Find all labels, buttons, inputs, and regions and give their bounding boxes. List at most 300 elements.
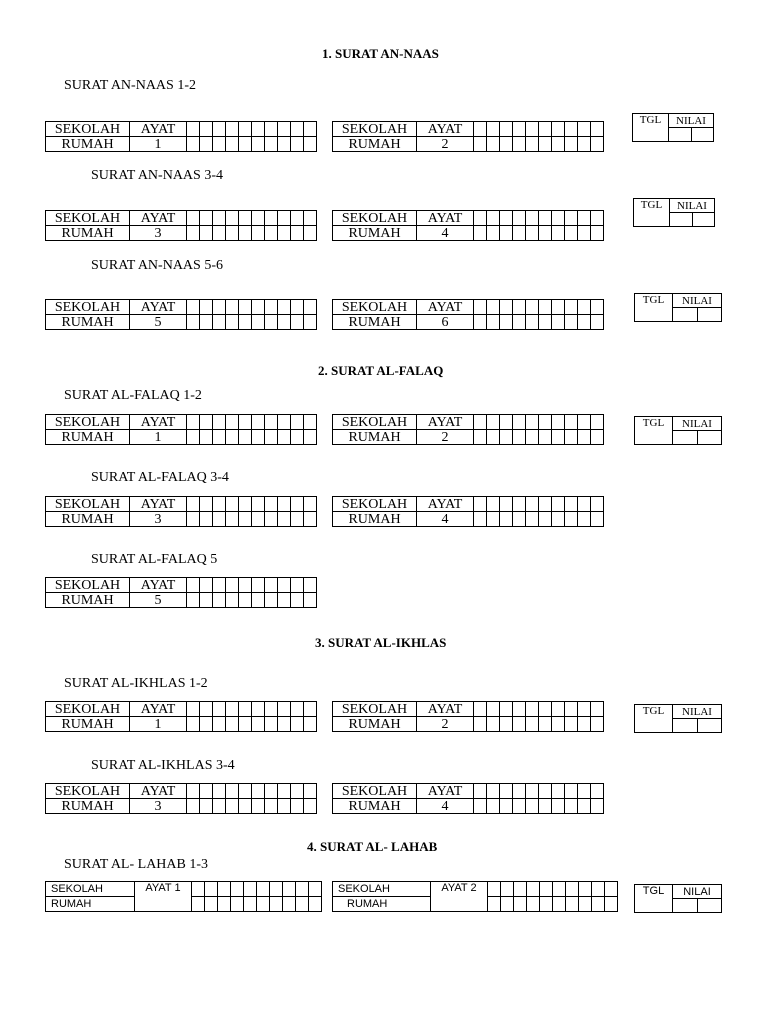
ayat-label: AYAT — [417, 122, 474, 137]
rumah-label: RUMAH — [333, 430, 417, 445]
checkbox-cell — [265, 211, 278, 226]
checkbox-cell — [513, 497, 526, 512]
tgl-label: TGL — [635, 294, 673, 322]
checkbox-cell — [187, 702, 200, 717]
nilai-label: NILAI — [673, 705, 722, 719]
sekolah-label: SEKOLAH — [46, 784, 130, 799]
checkbox-cell — [239, 702, 252, 717]
sekolah-label: SEKOLAH — [333, 497, 417, 512]
checkbox-cell — [252, 497, 265, 512]
checkbox-cell — [239, 593, 252, 608]
checkbox-cell — [500, 799, 513, 814]
checkbox-cell — [552, 717, 565, 732]
checkbox-cell — [513, 799, 526, 814]
ayat-number: 3 — [130, 226, 187, 241]
checkbox-cell — [514, 882, 527, 897]
checkbox-cell — [278, 315, 291, 330]
checkbox-cell — [213, 211, 226, 226]
checkbox-cell — [527, 882, 540, 897]
checkbox-cell — [304, 799, 317, 814]
checkbox-cell — [513, 717, 526, 732]
checkbox-cell — [526, 300, 539, 315]
checkbox-cell — [513, 415, 526, 430]
checkbox-cell — [265, 512, 278, 527]
checkbox-cell — [265, 415, 278, 430]
section-title-an-naas: 1. SURAT AN-NAAS — [322, 46, 439, 61]
checkbox-cell — [565, 784, 578, 799]
rumah-label: RUMAH — [46, 137, 130, 152]
group-label: SURAT AL-FALAQ 5 — [91, 552, 218, 567]
ayat-label: AYAT — [130, 122, 187, 137]
checkbox-cell — [226, 512, 239, 527]
checkbox-cell — [244, 882, 257, 897]
checkbox-cell — [513, 702, 526, 717]
checkbox-cell — [213, 137, 226, 152]
checkbox-cell — [552, 137, 565, 152]
checkbox-cell — [187, 799, 200, 814]
checkbox-cell — [539, 430, 552, 445]
hafalan-log-table — [332, 299, 604, 330]
checkbox-cell — [200, 226, 213, 241]
checkbox-cell — [239, 122, 252, 137]
checkbox-cell — [578, 315, 591, 330]
checkbox-cell — [487, 497, 500, 512]
checkbox-cell — [200, 430, 213, 445]
checkbox-cell — [213, 300, 226, 315]
checkbox-cell — [592, 882, 605, 897]
checkbox-cell — [187, 315, 200, 330]
hafalan-log-table — [332, 701, 604, 732]
checkbox-cell — [474, 300, 487, 315]
sekolah-label: SEKOLAH — [333, 784, 417, 799]
checkbox-cell — [239, 497, 252, 512]
checkbox-cell — [304, 784, 317, 799]
checkbox-cell — [474, 784, 487, 799]
checkbox-cell — [226, 717, 239, 732]
checkbox-cell — [244, 897, 257, 912]
rumah-label: RUMAH — [333, 137, 417, 152]
checkbox-cell — [265, 315, 278, 330]
ayat-label: AYAT — [417, 784, 474, 799]
checkbox-cell — [291, 702, 304, 717]
checkbox-cell — [591, 497, 604, 512]
checkbox-cell — [304, 717, 317, 732]
checkbox-cell — [265, 137, 278, 152]
checkbox-cell — [304, 226, 317, 241]
checkbox-cell — [304, 315, 317, 330]
sekolah-label: SEKOLAH — [46, 122, 130, 137]
hafalan-log-table — [45, 210, 317, 241]
checkbox-cell — [513, 211, 526, 226]
checkbox-cell — [239, 315, 252, 330]
ayat-number: 5 — [130, 315, 187, 330]
checkbox-cell — [566, 897, 579, 912]
checkbox-cell — [565, 799, 578, 814]
hafalan-log-table — [332, 414, 604, 445]
checkbox-cell — [291, 497, 304, 512]
checkbox-cell — [488, 882, 501, 897]
checkbox-cell — [200, 122, 213, 137]
tgl-nilai-box — [634, 293, 722, 322]
group-label: SURAT AN-NAAS 3-4 — [91, 168, 223, 183]
section-title-al-lahab: 4. SURAT AL- LAHAB — [307, 839, 438, 854]
checkbox-cell — [252, 315, 265, 330]
checkbox-cell — [487, 415, 500, 430]
checkbox-cell — [500, 122, 513, 137]
checkbox-cell — [265, 784, 278, 799]
ayat-number: 4 — [417, 226, 474, 241]
tgl-nilai-box — [633, 198, 715, 227]
checkbox-cell — [213, 578, 226, 593]
checkbox-cell — [213, 784, 226, 799]
checkbox-cell — [226, 497, 239, 512]
checkbox-cell — [513, 512, 526, 527]
checkbox-cell — [500, 137, 513, 152]
checkbox-cell — [187, 593, 200, 608]
checkbox-cell — [500, 497, 513, 512]
checkbox-cell — [278, 593, 291, 608]
checkbox-cell — [474, 497, 487, 512]
checkbox-cell — [513, 315, 526, 330]
checkbox-cell — [213, 430, 226, 445]
checkbox-cell — [487, 300, 500, 315]
checkbox-cell — [309, 882, 322, 897]
checkbox-cell — [578, 211, 591, 226]
tgl-label: TGL — [635, 705, 673, 733]
checkbox-cell — [252, 122, 265, 137]
checkbox-cell — [552, 702, 565, 717]
checkbox-cell — [187, 784, 200, 799]
checkbox-cell — [291, 784, 304, 799]
checkbox-cell — [526, 211, 539, 226]
checkbox-cell — [252, 717, 265, 732]
checkbox-cell — [252, 226, 265, 241]
checkbox-cell — [552, 315, 565, 330]
rumah-label: RUMAH — [46, 512, 130, 527]
checkbox-cell — [565, 717, 578, 732]
checkbox-cell — [526, 315, 539, 330]
hafalan-log-table — [45, 783, 317, 814]
checkbox-cell — [304, 122, 317, 137]
checkbox-cell — [500, 211, 513, 226]
rumah-label: RUMAH — [46, 717, 130, 732]
checkbox-cell — [487, 784, 500, 799]
checkbox-cell — [291, 137, 304, 152]
sekolah-label: SEKOLAH — [46, 882, 135, 897]
checkbox-cell — [200, 593, 213, 608]
ayat-label: AYAT — [130, 497, 187, 512]
checkbox-cell — [592, 897, 605, 912]
checkbox-cell — [526, 799, 539, 814]
checkbox-cell — [526, 430, 539, 445]
checkbox-cell — [552, 799, 565, 814]
checkbox-cell — [200, 315, 213, 330]
checkbox-cell — [226, 226, 239, 241]
checkbox-cell — [526, 784, 539, 799]
nilai-label: NILAI — [669, 114, 714, 128]
sekolah-label: SEKOLAH — [46, 415, 130, 430]
tgl-nilai-box — [634, 416, 722, 445]
checkbox-cell — [213, 415, 226, 430]
checkbox-cell — [231, 897, 244, 912]
checkbox-cell — [291, 122, 304, 137]
checkbox-cell — [500, 226, 513, 241]
checkbox-cell — [304, 137, 317, 152]
checkbox-cell — [500, 717, 513, 732]
checkbox-cell — [591, 211, 604, 226]
group-label: SURAT AL-IKHLAS 1-2 — [64, 676, 208, 691]
checkbox-cell — [226, 122, 239, 137]
checkbox-cell — [578, 430, 591, 445]
checkbox-cell — [565, 122, 578, 137]
checkbox-cell — [278, 784, 291, 799]
checkbox-cell — [526, 512, 539, 527]
checkbox-cell — [578, 497, 591, 512]
checkbox-cell — [487, 717, 500, 732]
checkbox-cell — [252, 211, 265, 226]
checkbox-cell — [552, 211, 565, 226]
checkbox-cell — [487, 315, 500, 330]
checkbox-cell — [565, 226, 578, 241]
checkbox-cell — [252, 300, 265, 315]
checkbox-cell — [539, 226, 552, 241]
checkbox-cell — [552, 497, 565, 512]
checkbox-cell — [226, 578, 239, 593]
checkbox-cell — [239, 300, 252, 315]
ayat-label: AYAT — [130, 784, 187, 799]
checkbox-cell — [591, 226, 604, 241]
checkbox-cell — [200, 137, 213, 152]
checkbox-cell — [291, 593, 304, 608]
checkbox-cell — [474, 799, 487, 814]
checkbox-cell — [579, 882, 592, 897]
checkbox-cell — [539, 415, 552, 430]
nilai-label: NILAI — [673, 417, 722, 431]
checkbox-cell — [200, 702, 213, 717]
sekolah-label: SEKOLAH — [333, 702, 417, 717]
checkbox-cell — [265, 578, 278, 593]
checkbox-cell — [591, 122, 604, 137]
rumah-label: RUMAH — [46, 226, 130, 241]
checkbox-cell — [265, 226, 278, 241]
nilai-label: NILAI — [670, 199, 715, 213]
checkbox-cell — [474, 211, 487, 226]
checkbox-cell — [187, 122, 200, 137]
checkbox-cell — [552, 512, 565, 527]
checkbox-cell — [552, 415, 565, 430]
checkbox-cell — [591, 315, 604, 330]
ayat-number: 4 — [417, 512, 474, 527]
ayat-label: AYAT — [417, 415, 474, 430]
checkbox-cell — [213, 512, 226, 527]
checkbox-cell — [187, 211, 200, 226]
hafalan-log-table — [45, 496, 317, 527]
checkbox-cell — [252, 784, 265, 799]
checkbox-cell — [192, 897, 205, 912]
tgl-nilai-box — [632, 113, 714, 142]
ayat-number: 1 — [130, 137, 187, 152]
checkbox-cell — [591, 717, 604, 732]
checkbox-cell — [552, 430, 565, 445]
checkbox-cell — [474, 717, 487, 732]
hafalan-log-table — [45, 414, 317, 445]
checkbox-cell — [309, 897, 322, 912]
checkbox-cell — [539, 300, 552, 315]
rumah-label: RUMAH — [333, 897, 431, 912]
checkbox-cell — [591, 415, 604, 430]
hafalan-log-table — [45, 577, 317, 608]
checkbox-cell — [304, 512, 317, 527]
sekolah-label: SEKOLAH — [333, 882, 431, 897]
checkbox-cell — [579, 897, 592, 912]
checkbox-cell — [526, 415, 539, 430]
checkbox-cell — [304, 300, 317, 315]
ayat-label: AYAT — [130, 415, 187, 430]
checkbox-cell — [252, 137, 265, 152]
checkbox-cell — [500, 702, 513, 717]
checkbox-cell — [526, 137, 539, 152]
checkbox-cell — [526, 226, 539, 241]
checkbox-cell — [488, 897, 501, 912]
checkbox-cell — [291, 211, 304, 226]
checkbox-cell — [565, 211, 578, 226]
checkbox-cell — [213, 593, 226, 608]
checkbox-cell — [187, 137, 200, 152]
checkbox-cell — [252, 430, 265, 445]
checkbox-cell — [565, 315, 578, 330]
checkbox-cell — [226, 315, 239, 330]
checkbox-cell — [552, 784, 565, 799]
checkbox-cell — [566, 882, 579, 897]
ayat-number: 2 — [417, 717, 474, 732]
checkbox-cell — [605, 882, 618, 897]
checkbox-cell — [474, 122, 487, 137]
checkbox-cell — [296, 897, 309, 912]
checkbox-cell — [200, 211, 213, 226]
checkbox-cell — [500, 784, 513, 799]
sekolah-label: SEKOLAH — [333, 300, 417, 315]
checkbox-cell — [226, 211, 239, 226]
checkbox-cell — [226, 702, 239, 717]
checkbox-cell — [487, 122, 500, 137]
checkbox-cell — [474, 512, 487, 527]
checkbox-cell — [239, 211, 252, 226]
tgl-nilai-box — [634, 884, 722, 913]
checkbox-cell — [252, 799, 265, 814]
checkbox-cell — [213, 226, 226, 241]
checkbox-cell — [539, 497, 552, 512]
checkbox-cell — [487, 211, 500, 226]
checkbox-cell — [291, 315, 304, 330]
checkbox-cell — [200, 300, 213, 315]
checkbox-cell — [226, 430, 239, 445]
ayat-label: AYAT — [417, 211, 474, 226]
rumah-label: RUMAH — [333, 226, 417, 241]
checkbox-cell — [565, 497, 578, 512]
hafalan-log-table — [332, 881, 618, 912]
checkbox-cell — [200, 784, 213, 799]
checkbox-cell — [265, 430, 278, 445]
checkbox-cell — [265, 122, 278, 137]
checkbox-cell — [278, 300, 291, 315]
checkbox-cell — [513, 430, 526, 445]
nilai-label: NILAI — [673, 885, 722, 899]
checkbox-cell — [578, 137, 591, 152]
checkbox-cell — [187, 300, 200, 315]
ayat-number: 3 — [130, 512, 187, 527]
checkbox-cell — [270, 897, 283, 912]
ayat-number: 5 — [130, 593, 187, 608]
checkbox-cell — [526, 122, 539, 137]
checkbox-cell — [200, 415, 213, 430]
checkbox-cell — [278, 122, 291, 137]
rumah-label: RUMAH — [46, 430, 130, 445]
checkbox-cell — [474, 702, 487, 717]
group-label: SURAT AN-NAAS 1-2 — [64, 78, 196, 93]
checkbox-cell — [278, 717, 291, 732]
checkbox-cell — [291, 717, 304, 732]
rumah-label: RUMAH — [46, 315, 130, 330]
tgl-nilai-box — [634, 704, 722, 733]
checkbox-cell — [239, 717, 252, 732]
checkbox-cell — [187, 497, 200, 512]
checkbox-cell — [578, 415, 591, 430]
checkbox-cell — [487, 702, 500, 717]
checkbox-cell — [552, 300, 565, 315]
checkbox-cell — [513, 784, 526, 799]
checkbox-cell — [226, 784, 239, 799]
checkbox-cell — [565, 300, 578, 315]
checkbox-cell — [187, 226, 200, 241]
checkbox-cell — [291, 300, 304, 315]
ayat-label: AYAT — [417, 300, 474, 315]
hafalan-log-table — [45, 299, 317, 330]
checkbox-cell — [213, 315, 226, 330]
nilai-label: NILAI — [673, 294, 722, 308]
checkbox-cell — [278, 430, 291, 445]
checkbox-cell — [239, 512, 252, 527]
checkbox-cell — [591, 300, 604, 315]
ayat-number: 2 — [417, 430, 474, 445]
checkbox-cell — [213, 717, 226, 732]
group-label: SURAT AL- LAHAB 1-3 — [64, 857, 209, 872]
checkbox-cell — [200, 512, 213, 527]
checkbox-cell — [278, 497, 291, 512]
checkbox-cell — [304, 415, 317, 430]
checkbox-cell — [226, 593, 239, 608]
ayat-number: 4 — [417, 799, 474, 814]
checkbox-cell — [539, 512, 552, 527]
checkbox-cell — [304, 430, 317, 445]
checkbox-cell — [278, 415, 291, 430]
checkbox-cell — [187, 430, 200, 445]
checkbox-cell — [539, 784, 552, 799]
checkbox-cell — [270, 882, 283, 897]
ayat-label: AYAT — [130, 211, 187, 226]
ayat-number: 1 — [130, 717, 187, 732]
checkbox-cell — [304, 497, 317, 512]
tgl-label: TGL — [634, 199, 670, 227]
checkbox-cell — [265, 799, 278, 814]
checkbox-cell — [526, 717, 539, 732]
checkbox-cell — [231, 882, 244, 897]
checkbox-cell — [187, 578, 200, 593]
checkbox-cell — [578, 122, 591, 137]
checkbox-cell — [252, 415, 265, 430]
checkbox-cell — [296, 882, 309, 897]
checkbox-cell — [187, 717, 200, 732]
sekolah-label: SEKOLAH — [46, 578, 130, 593]
